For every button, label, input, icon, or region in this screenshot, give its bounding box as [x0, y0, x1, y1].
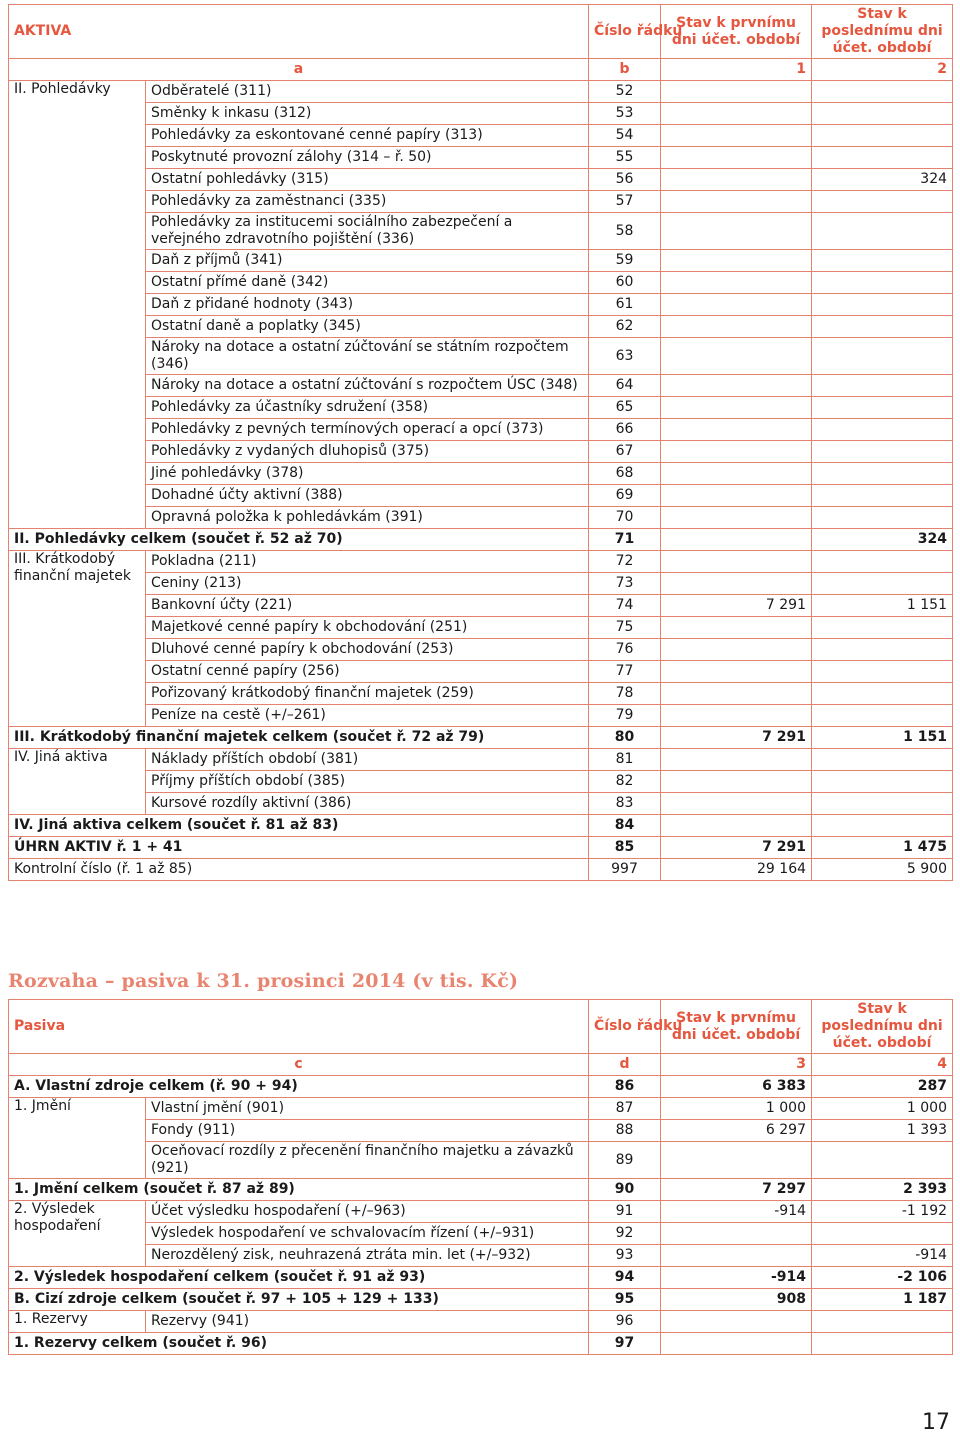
row-value-first — [661, 147, 812, 169]
header-last-day: Stav k poslednímu dni účet. období — [812, 1000, 953, 1054]
table-row — [9, 639, 953, 661]
row-value-first — [661, 419, 812, 441]
row-value-first — [661, 639, 812, 661]
row-label: Peníze na cestě (+/–261) — [146, 705, 589, 727]
pasiva-subheader-row — [9, 1054, 953, 1076]
row-label: Daň z příjmů (341) — [146, 250, 589, 272]
total-row — [9, 529, 953, 551]
row-value-last — [812, 573, 953, 595]
row-label: 1. Rezervy celkem (součet ř. 96) — [9, 1333, 589, 1355]
sub-b: b — [589, 59, 661, 81]
row-label: Pokladna (211) — [146, 551, 589, 573]
row-number: 72 — [589, 551, 661, 573]
row-value-last: 2 393 — [812, 1179, 953, 1201]
row-value-last — [812, 338, 953, 375]
row-number: 92 — [589, 1223, 661, 1245]
row-value-last: 1 475 — [812, 837, 953, 859]
table-row — [9, 705, 953, 727]
table-row — [9, 103, 953, 125]
group-label: III. Krátkodobý finanční majetek — [9, 551, 146, 727]
row-number: 56 — [589, 169, 661, 191]
row-label: III. Krátkodobý finanční majetek celkem (součet ř. 72 až 79) — [9, 727, 589, 749]
row-number: 79 — [589, 705, 661, 727]
table-row — [9, 213, 953, 250]
row-label: Fondy (911) — [146, 1120, 589, 1142]
row-label: Odběratelé (311) — [146, 81, 589, 103]
row-value-first — [661, 169, 812, 191]
table-row — [9, 1120, 953, 1142]
table-row — [9, 294, 953, 316]
table-row — [9, 463, 953, 485]
row-value-first — [661, 661, 812, 683]
row-label: Vlastní jmění (901) — [146, 1098, 589, 1120]
row-number: 87 — [589, 1098, 661, 1120]
row-value-first — [661, 191, 812, 213]
row-label: 2. Výsledek hospodaření celkem (součet ř. 91 až 93) — [9, 1267, 589, 1289]
row-value-last — [812, 419, 953, 441]
table-row — [9, 749, 953, 771]
row-value-last: 324 — [812, 169, 953, 191]
table-row — [9, 507, 953, 529]
sub-4: 4 — [812, 1054, 953, 1076]
row-value-first — [661, 316, 812, 338]
row-value-first — [661, 250, 812, 272]
header-first-day: Stav k prvnímu dni účet. období — [661, 5, 812, 59]
row-label: 1. Jmění celkem (součet ř. 87 až 89) — [9, 1179, 589, 1201]
row-number: 52 — [589, 81, 661, 103]
table-row — [9, 316, 953, 338]
total-row — [9, 727, 953, 749]
row-value-first — [661, 771, 812, 793]
row-label: Ceniny (213) — [146, 573, 589, 595]
row-number: 86 — [589, 1076, 661, 1098]
row-value-last — [812, 103, 953, 125]
row-number: 55 — [589, 147, 661, 169]
row-label: Směnky k inkasu (312) — [146, 103, 589, 125]
table-row — [9, 859, 953, 881]
row-value-last: 5 900 — [812, 859, 953, 881]
row-number: 80 — [589, 727, 661, 749]
row-value-last — [812, 1333, 953, 1355]
group-label: 1. Rezervy — [9, 1311, 146, 1333]
row-number: 997 — [589, 859, 661, 881]
table-row — [9, 1201, 953, 1223]
row-label: Dohadné účty aktivní (388) — [146, 485, 589, 507]
row-value-last — [812, 397, 953, 419]
row-value-last: 287 — [812, 1076, 953, 1098]
table-row — [9, 1245, 953, 1267]
row-label: Ostatní cenné papíry (256) — [146, 661, 589, 683]
aktiva-jina-group — [9, 749, 953, 837]
total-row — [9, 1179, 953, 1201]
header-first-day: Stav k prvnímu dni účet. období — [661, 1000, 812, 1054]
row-number: 75 — [589, 617, 661, 639]
table-row — [9, 1142, 953, 1179]
row-value-last: 324 — [812, 529, 953, 551]
pasiva-header-row — [9, 1000, 953, 1054]
pasiva-title: Rozvaha – pasiva k 31. prosinci 2014 (v tis. Kč) — [8, 970, 519, 992]
header-row-number: Číslo řádku — [589, 1000, 661, 1054]
row-label: Opravná položka k pohledávkám (391) — [146, 507, 589, 529]
row-label: Nároky na dotace a ostatní zúčtování se státním rozpočtem (346) — [146, 338, 589, 375]
sub-3: 3 — [661, 1054, 812, 1076]
row-value-last: 1 000 — [812, 1098, 953, 1120]
row-label: Pohledávky za institucemi sociálního zabezpečení a veřejného zdravotního pojištění (336) — [146, 213, 589, 250]
row-number: 58 — [589, 213, 661, 250]
row-label: Bankovní účty (221) — [146, 595, 589, 617]
row-label: Náklady příštích období (381) — [146, 749, 589, 771]
table-row — [9, 191, 953, 213]
row-value-first: -914 — [661, 1267, 812, 1289]
row-value-last — [812, 125, 953, 147]
row-value-first — [661, 125, 812, 147]
row-number: 91 — [589, 1201, 661, 1223]
row-value-first — [661, 793, 812, 815]
row-value-last — [812, 507, 953, 529]
row-number: 78 — [589, 683, 661, 705]
row-value-last — [812, 213, 953, 250]
table-row — [9, 1311, 953, 1333]
sub-1: 1 — [661, 59, 812, 81]
row-value-first — [661, 463, 812, 485]
row-value-last: -914 — [812, 1245, 953, 1267]
row-value-last — [812, 705, 953, 727]
row-number: 54 — [589, 125, 661, 147]
row-value-first — [661, 749, 812, 771]
row-label: Nároky na dotace a ostatní zúčtování s rozpočtem ÚSC (348) — [146, 375, 589, 397]
row-value-last — [812, 375, 953, 397]
row-label: B. Cizí zdroje celkem (součet ř. 97 + 105 + 129 + 133) — [9, 1289, 589, 1311]
row-number: 65 — [589, 397, 661, 419]
row-number: 67 — [589, 441, 661, 463]
row-value-first: 6 383 — [661, 1076, 812, 1098]
row-value-first — [661, 294, 812, 316]
row-number: 81 — [589, 749, 661, 771]
row-value-first — [661, 103, 812, 125]
row-value-last — [812, 1311, 953, 1333]
row-value-last — [812, 294, 953, 316]
row-label: Rezervy (941) — [146, 1311, 589, 1333]
table-row — [9, 250, 953, 272]
row-number: 83 — [589, 793, 661, 815]
group-label: IV. Jiná aktiva — [9, 749, 146, 815]
aktiva-header-label: AKTIVA — [9, 5, 589, 59]
row-label: Ostatní přímé daně (342) — [146, 272, 589, 294]
row-label: Pohledávky za účastníky sdružení (358) — [146, 397, 589, 419]
row-value-first: 908 — [661, 1289, 812, 1311]
row-value-first — [661, 815, 812, 837]
row-number: 93 — [589, 1245, 661, 1267]
row-label: Pohledávky z vydaných dluhopisů (375) — [146, 441, 589, 463]
row-value-first — [661, 1311, 812, 1333]
sub-a: a — [9, 59, 589, 81]
total-row — [9, 1333, 953, 1355]
sub-2: 2 — [812, 59, 953, 81]
row-value-first: -914 — [661, 1201, 812, 1223]
table-row — [9, 573, 953, 595]
row-number: 73 — [589, 573, 661, 595]
row-label: ÚHRN AKTIV ř. 1 + 41 — [9, 837, 589, 859]
row-number: 76 — [589, 639, 661, 661]
aktiva-subheader-row — [9, 59, 953, 81]
row-label: Majetkové cenné papíry k obchodování (251) — [146, 617, 589, 639]
row-value-last — [812, 771, 953, 793]
table-row — [9, 683, 953, 705]
row-value-first: 6 297 — [661, 1120, 812, 1142]
row-value-last — [812, 191, 953, 213]
pasiva-rezervy-group — [9, 1311, 953, 1355]
header-last-day: Stav k poslednímu dni účet. období — [812, 5, 953, 59]
pasiva-vysledek-group — [9, 1201, 953, 1289]
row-number: 62 — [589, 316, 661, 338]
row-label: Pohledávky za zaměstnanci (335) — [146, 191, 589, 213]
pasiva-header-label: Pasiva — [9, 1000, 589, 1054]
row-value-first — [661, 683, 812, 705]
table-row — [9, 81, 953, 103]
aktiva-table — [8, 4, 953, 881]
row-label: Pohledávky za eskontované cenné papíry (313) — [146, 125, 589, 147]
row-value-first: 7 297 — [661, 1179, 812, 1201]
row-value-first — [661, 529, 812, 551]
row-label: IV. Jiná aktiva celkem (součet ř. 81 až 83) — [9, 815, 589, 837]
table-row — [9, 1223, 953, 1245]
row-value-first — [661, 1333, 812, 1355]
row-value-last — [812, 250, 953, 272]
row-label: Účet výsledku hospodaření (+/–963) — [146, 1201, 589, 1223]
row-value-last: 1 187 — [812, 1289, 953, 1311]
row-value-first — [661, 705, 812, 727]
row-label: Pořizovaný krátkodobý finanční majetek (259) — [146, 683, 589, 705]
row-number: 90 — [589, 1179, 661, 1201]
row-label: Poskytnuté provozní zálohy (314 – ř. 50) — [146, 147, 589, 169]
row-number: 66 — [589, 419, 661, 441]
aktiva-kfm-group — [9, 551, 953, 749]
row-label: A. Vlastní zdroje celkem (ř. 90 + 94) — [9, 1076, 589, 1098]
row-number: 96 — [589, 1311, 661, 1333]
row-number: 61 — [589, 294, 661, 316]
table-row — [9, 793, 953, 815]
table-row — [9, 1289, 953, 1311]
row-number: 68 — [589, 463, 661, 485]
row-value-last — [812, 1223, 953, 1245]
row-number: 77 — [589, 661, 661, 683]
table-row — [9, 551, 953, 573]
row-number: 63 — [589, 338, 661, 375]
row-value-last: 1 393 — [812, 1120, 953, 1142]
row-number: 97 — [589, 1333, 661, 1355]
row-value-last — [812, 1142, 953, 1179]
row-label: Oceňovací rozdíly z přecenění finančního majetku a závazků (921) — [146, 1142, 589, 1179]
aktiva-header-row — [9, 5, 953, 59]
table-row — [9, 272, 953, 294]
row-value-first — [661, 375, 812, 397]
row-value-first — [661, 1223, 812, 1245]
row-value-first — [661, 81, 812, 103]
row-value-last: 1 151 — [812, 595, 953, 617]
row-value-first — [661, 551, 812, 573]
row-label: Dluhové cenné papíry k obchodování (253) — [146, 639, 589, 661]
table-row — [9, 338, 953, 375]
row-value-first: 1 000 — [661, 1098, 812, 1120]
table-row — [9, 1076, 953, 1098]
row-value-last — [812, 551, 953, 573]
table-row — [9, 485, 953, 507]
row-label: Výsledek hospodaření ve schvalovacím řízení (+/–931) — [146, 1223, 589, 1245]
group-label: 2. Výsledek hospodaření — [9, 1201, 146, 1267]
sub-c: c — [9, 1054, 589, 1076]
row-label: Kontrolní číslo (ř. 1 až 85) — [9, 859, 589, 881]
row-value-last — [812, 463, 953, 485]
group-label: II. Pohledávky — [9, 81, 146, 529]
row-value-last — [812, 639, 953, 661]
table-row — [9, 595, 953, 617]
row-label: Příjmy příštích období (385) — [146, 771, 589, 793]
row-value-last — [812, 272, 953, 294]
row-number: 53 — [589, 103, 661, 125]
group-label: 1. Jmění — [9, 1098, 146, 1179]
row-value-first — [661, 338, 812, 375]
row-label: Ostatní pohledávky (315) — [146, 169, 589, 191]
row-value-first — [661, 272, 812, 294]
row-number: 95 — [589, 1289, 661, 1311]
row-value-first — [661, 507, 812, 529]
row-number: 89 — [589, 1142, 661, 1179]
table-row — [9, 419, 953, 441]
row-value-last: -1 192 — [812, 1201, 953, 1223]
row-number: 69 — [589, 485, 661, 507]
table-row — [9, 771, 953, 793]
row-number: 74 — [589, 595, 661, 617]
row-value-last — [812, 81, 953, 103]
row-number: 88 — [589, 1120, 661, 1142]
table-row — [9, 837, 953, 859]
row-value-last: 1 151 — [812, 727, 953, 749]
table-row — [9, 617, 953, 639]
total-row — [9, 1267, 953, 1289]
table-row — [9, 661, 953, 683]
row-number: 84 — [589, 815, 661, 837]
row-value-last — [812, 485, 953, 507]
row-label: Nerozdělený zisk, neuhrazená ztráta min. let (+/–932) — [146, 1245, 589, 1267]
row-value-first: 7 291 — [661, 727, 812, 749]
row-number: 57 — [589, 191, 661, 213]
row-number: 60 — [589, 272, 661, 294]
page-number: 17 — [922, 1410, 950, 1435]
table-row — [9, 1098, 953, 1120]
row-value-last — [812, 147, 953, 169]
row-value-last — [812, 617, 953, 639]
row-number: 70 — [589, 507, 661, 529]
row-value-last — [812, 661, 953, 683]
table-row — [9, 125, 953, 147]
sub-d: d — [589, 1054, 661, 1076]
row-value-first: 7 291 — [661, 837, 812, 859]
table-row — [9, 397, 953, 419]
row-label: Pohledávky z pevných termínových operací a opcí (373) — [146, 419, 589, 441]
row-value-first — [661, 485, 812, 507]
row-number: 94 — [589, 1267, 661, 1289]
row-label: Ostatní daně a poplatky (345) — [146, 316, 589, 338]
row-value-first — [661, 213, 812, 250]
row-number: 59 — [589, 250, 661, 272]
row-value-first — [661, 617, 812, 639]
row-label: Jiné pohledávky (378) — [146, 463, 589, 485]
row-value-last — [812, 749, 953, 771]
table-row — [9, 375, 953, 397]
total-row — [9, 815, 953, 837]
table-row — [9, 169, 953, 191]
row-value-last — [812, 441, 953, 463]
table-row — [9, 147, 953, 169]
row-value-first: 7 291 — [661, 595, 812, 617]
row-number: 82 — [589, 771, 661, 793]
row-value-last — [812, 793, 953, 815]
row-label: Daň z přidané hodnoty (343) — [146, 294, 589, 316]
aktiva-pohledavky-group — [9, 81, 953, 551]
row-number: 64 — [589, 375, 661, 397]
row-value-first — [661, 441, 812, 463]
row-value-last — [812, 815, 953, 837]
row-number: 85 — [589, 837, 661, 859]
row-label: Kursové rozdíly aktivní (386) — [146, 793, 589, 815]
row-value-last — [812, 316, 953, 338]
row-value-first — [661, 1142, 812, 1179]
pasiva-jmeni-group — [9, 1098, 953, 1201]
row-number: 71 — [589, 529, 661, 551]
row-value-first — [661, 573, 812, 595]
row-value-last: -2 106 — [812, 1267, 953, 1289]
header-row-number: Číslo řádku — [589, 5, 661, 59]
row-value-last — [812, 683, 953, 705]
row-value-first — [661, 1245, 812, 1267]
row-label: II. Pohledávky celkem (součet ř. 52 až 70) — [9, 529, 589, 551]
table-row — [9, 441, 953, 463]
pasiva-table — [8, 999, 953, 1355]
row-value-first — [661, 397, 812, 419]
row-value-first: 29 164 — [661, 859, 812, 881]
